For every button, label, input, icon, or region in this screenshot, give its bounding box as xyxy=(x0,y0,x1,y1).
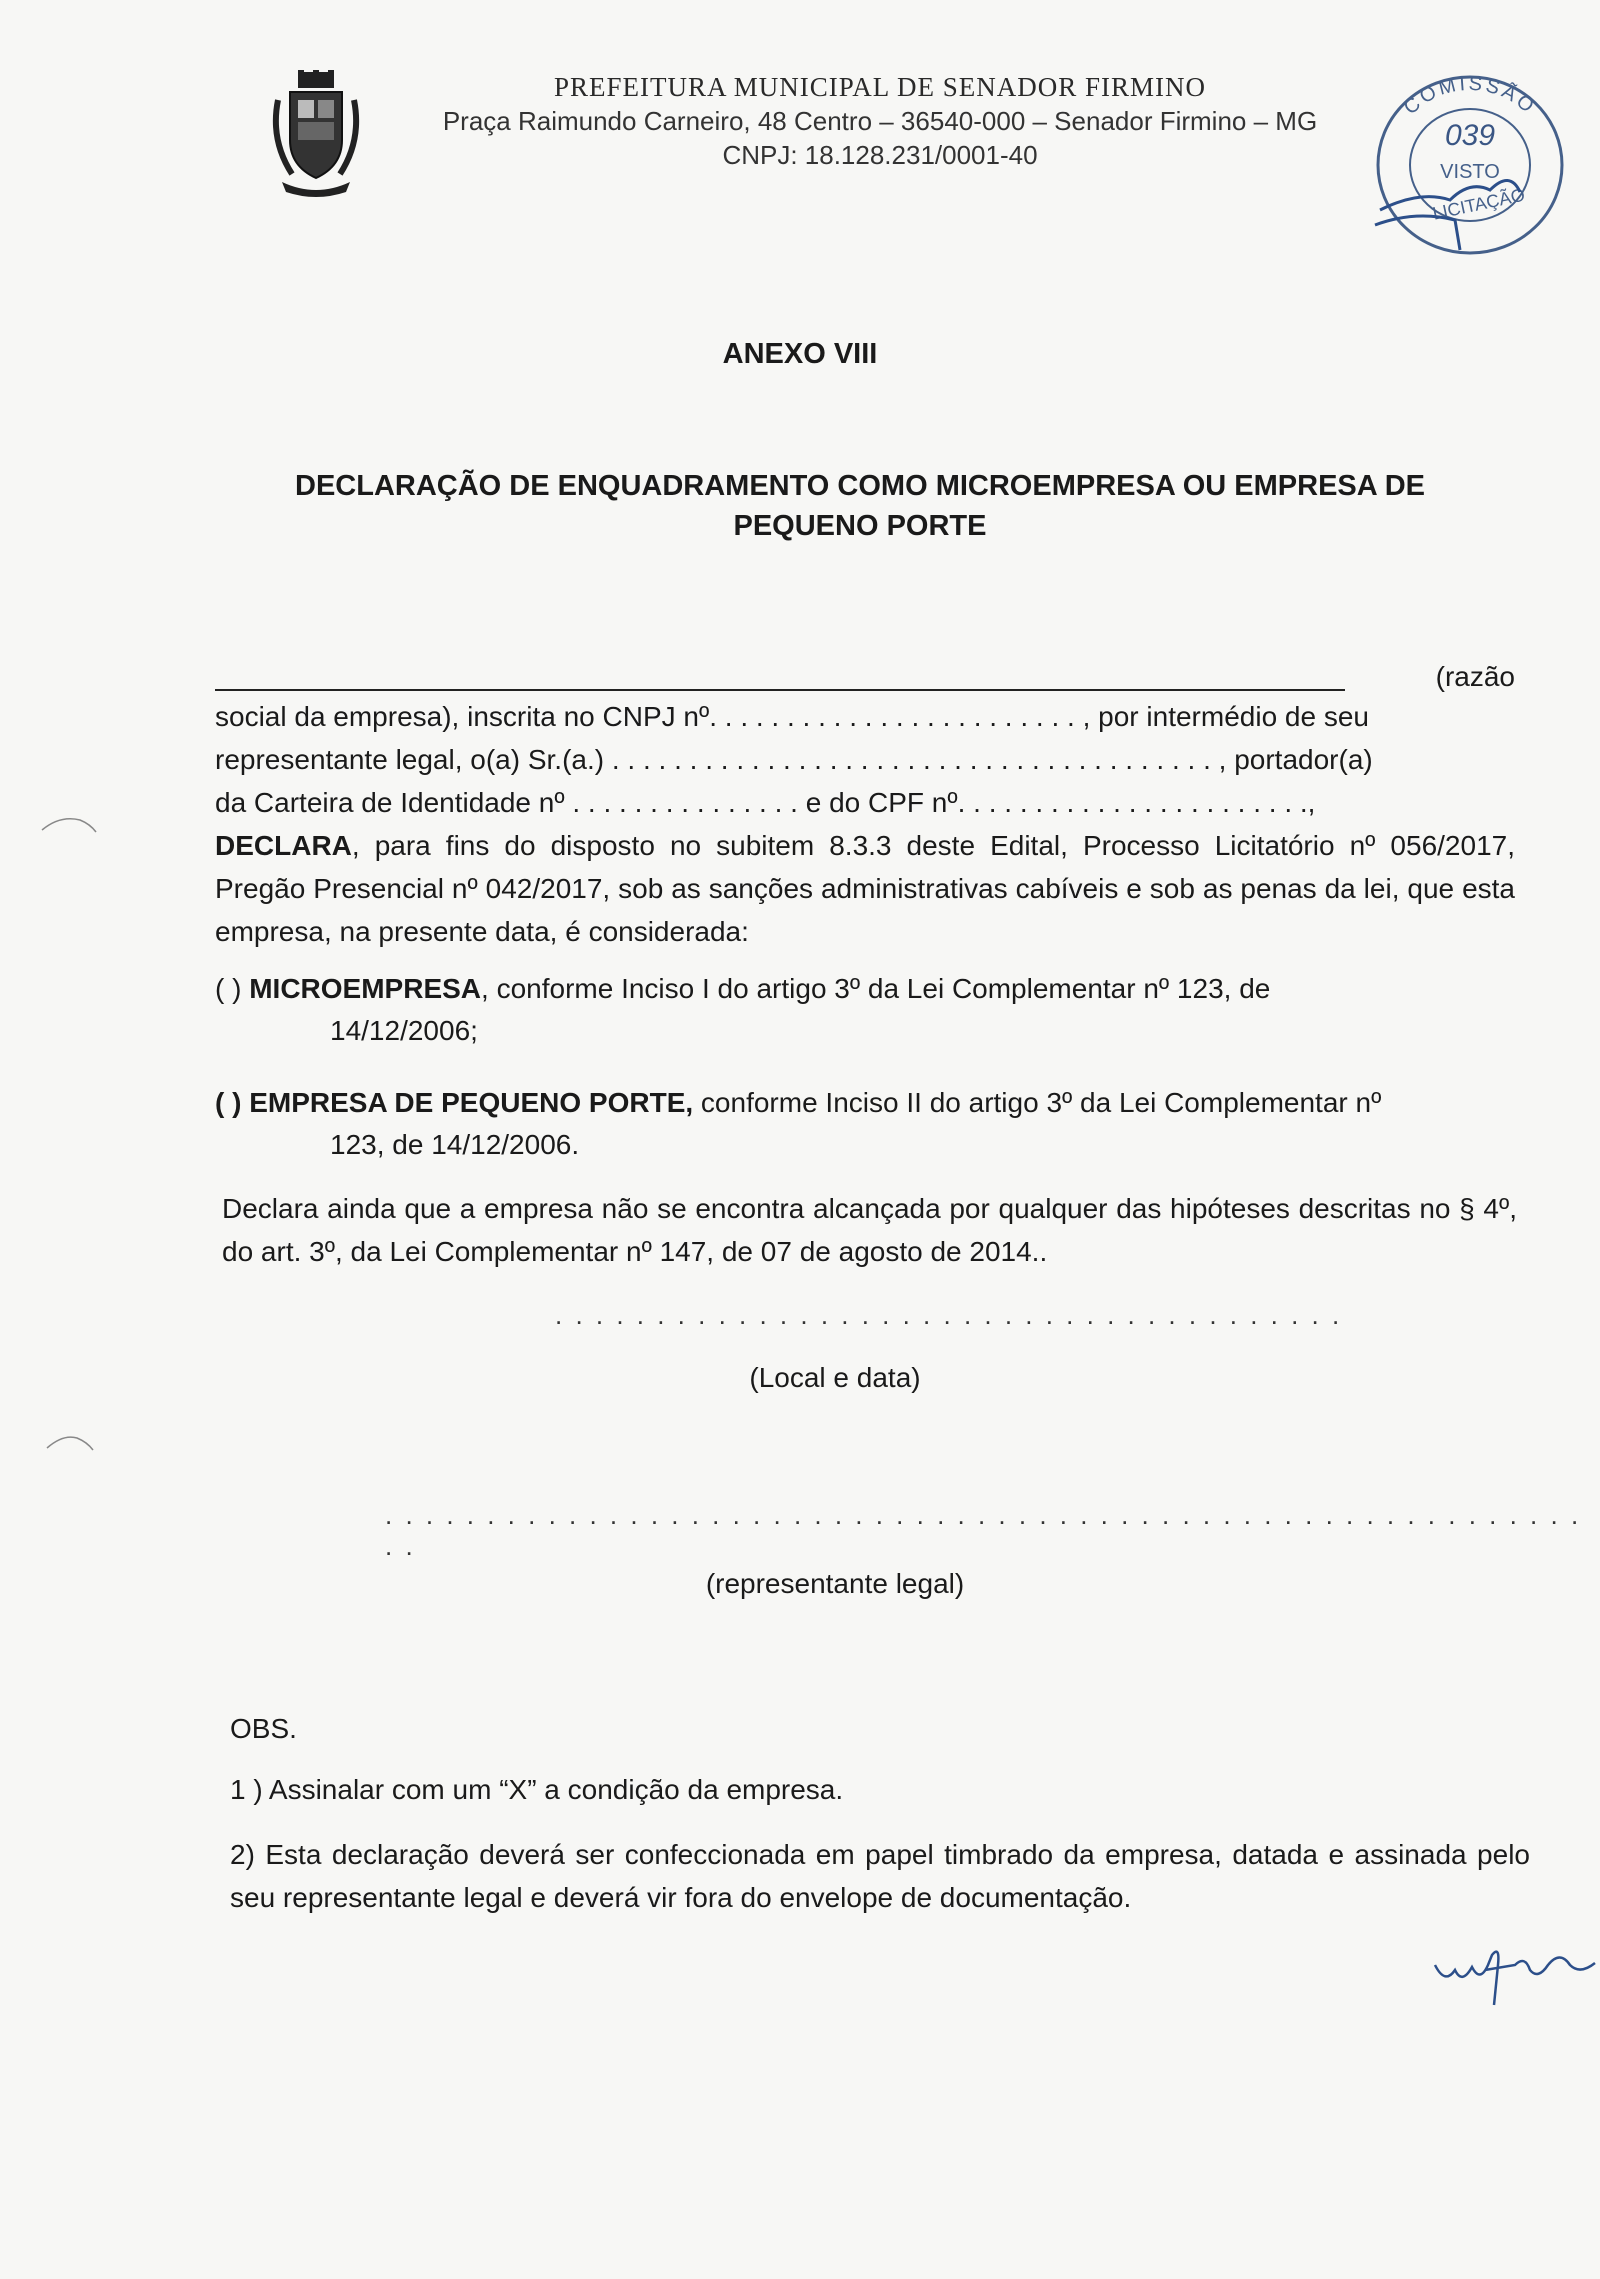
obs-label: OBS. xyxy=(230,1713,297,1744)
document-title-line-2: PEQUENO PORTE xyxy=(733,510,987,542)
stamp-number: 039 xyxy=(1444,119,1496,152)
coat-of-arms-icon xyxy=(268,70,364,200)
body-line-2: social da empresa), inscrita no CNPJ nº. . . . . . . . . . . . . . . . . . . . . . . . , por intermédio de seu xyxy=(215,701,1369,732)
body-line-3: representante legal, o(a) Sr.(a.) . . . . . . . . . . . . . . . . . . . . . . . . . . . . . . . . . . . . . . . , portador(a) xyxy=(215,744,1373,775)
letterhead xyxy=(380,70,1380,172)
svg-text:COMISSÃO xyxy=(1400,73,1540,119)
razao-label: (razão xyxy=(1435,661,1515,692)
annex-title: ANEXO VIII xyxy=(722,338,878,370)
option-epp-label: EMPRESA DE PEQUENO PORTE, xyxy=(249,1087,694,1118)
option-microempresa-label: MICROEMPRESA xyxy=(249,973,482,1004)
note-1: 1 ) Assinalar com um “X” a condição da empresa. xyxy=(230,1774,844,1805)
option-microempresa-cont: 14/12/2006; xyxy=(330,1015,478,1046)
handwritten-initials-icon xyxy=(1430,1935,1600,2015)
body-line-5 xyxy=(215,824,1515,953)
document-title-line-1: DECLARAÇÃO DE ENQUADRAMENTO COMO MICROEMPRESA OU EMPRESA DE xyxy=(295,470,1425,502)
option-microempresa-text: , conforme Inciso I do artigo 3º da Lei Complementar nº 123, de xyxy=(481,973,1271,1004)
option-microempresa xyxy=(215,968,1515,1052)
option-microempresa-checkbox: ( ) xyxy=(215,973,242,1004)
margin-mark-icon xyxy=(40,810,100,840)
commission-stamp-icon xyxy=(1360,60,1580,260)
margin-mark-icon xyxy=(45,1430,95,1455)
option-epp-checkbox: ( ) xyxy=(215,1087,242,1118)
note-2: 2) Esta declaração deverá ser confeccionada em papel timbrado da empresa, datada e assinada pelo seu representante legal e deverá vir fora do envelope de documentação. xyxy=(230,1839,1530,1913)
additional-declaration: Declara ainda que a empresa não se encontra alcançada por qualquer das hipóteses descritas no § 4º, do art. 3º, da Lei Complementar nº 147, de 07 de agosto de 2014.. xyxy=(222,1193,1517,1267)
body-line-5-rest: , para fins do disposto no subitem 8.3.3 deste Edital, Processo Licitatório nº 056/2017, Pregão Presencial nº 042/2017, sob as sanções administrativas cabíveis e sob as penas da lei, que esta empresa, na presente data, é considerada: xyxy=(215,830,1515,947)
stamp-top-text: COMISSÃO xyxy=(1399,72,1541,120)
stamp-bottom-text: LICITAÇÃO xyxy=(1430,184,1527,224)
option-epp-text: conforme Inciso II do artigo 3º da Lei Complementar nº xyxy=(693,1087,1382,1118)
option-epp-cont: 123, de 14/12/2006. xyxy=(330,1129,580,1160)
body-line-4: da Carteira de Identidade nº . . . . . . . . . . . . . . . e do CPF nº. . . . . . . . . . . . . . . . . . . . . . ., xyxy=(215,787,1316,818)
document-title xyxy=(240,466,1480,546)
legal-representative-label: (representante legal) xyxy=(705,1568,965,1599)
municipality-name: PREFEITURA MUNICIPAL DE SENADOR FIRMINO xyxy=(553,72,1207,102)
local-date-label: (Local e data) xyxy=(749,1362,921,1393)
signature-dotted-line: . . . . . . . . . . . . . . . . . . . . . . . . . . . . . . . . . . . . . . . . . . . . . . . . . . . . . . . . . . . . . xyxy=(385,1500,1582,1561)
local-date-dotted-line: . . . . . . . . . . . . . . . . . . . . . . . . . . . . . . . . . . . . . . . xyxy=(555,1300,1343,1330)
municipality-cnpj: CNPJ: 18.128.231/0001-40 xyxy=(722,140,1038,170)
stamp-visto-text: VISTO xyxy=(1440,161,1500,183)
declara-keyword: DECLARA xyxy=(215,830,352,861)
company-name-blank-line xyxy=(215,689,1345,691)
municipality-address: Praça Raimundo Carneiro, 48 Centro – 36540-000 – Senador Firmino – MG xyxy=(442,106,1318,136)
option-epp xyxy=(215,1082,1515,1166)
declaration-paragraph xyxy=(215,695,1515,953)
